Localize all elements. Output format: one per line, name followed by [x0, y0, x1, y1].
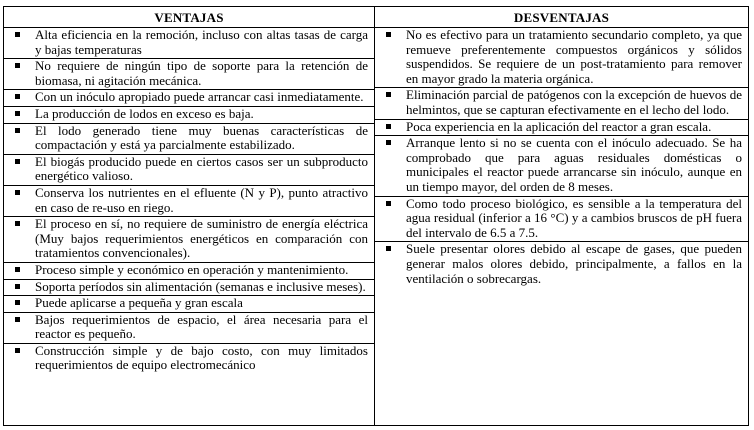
ventajas-column — [4, 7, 375, 425]
ventajas-item: No requiere de ningún tipo de soporte para la retención de biomasa, ni agitación mecánica. — [4, 59, 374, 90]
ventajas-item: Puede aplicarse a pequeña y gran escala — [4, 296, 374, 313]
ventajas-item: Soporta períodos sin alimentación (semanas e inclusive meses). — [4, 280, 374, 297]
ventajas-item: El proceso en sí, no requiere de suministro de energía eléctrica (Muy bajos requerimientos energéticos en comparación con tratamientos convencionales). — [4, 217, 374, 263]
ventajas-item: Bajos requerimientos de espacio, el área necesaria para el reactor es pequeño. — [4, 313, 374, 344]
ventajas-item: Construcción simple y de bajo costo, con muy limitados requerimientos de equipo electromecánico — [4, 344, 374, 374]
ventajas-header: VENTAJAS — [4, 7, 374, 28]
desventajas-column — [375, 7, 748, 425]
ventajas-list — [4, 28, 374, 374]
ventajas-item: Proceso simple y económico en operación y mantenimiento. — [4, 263, 374, 280]
comparison-table — [3, 6, 749, 426]
desventajas-header: DESVENTAJAS — [375, 7, 748, 28]
desventajas-item: Suele presentar olores debido al escape de gases, que pueden generar malos olores debido, principalmente, a fallos en la ventilación o sobrecargas. — [375, 242, 748, 287]
desventajas-item: Arranque lento si no se cuenta con el inóculo adecuado. Se ha comprobado que para aguas residuales domésticas o municipales el reactor puede arrancarse sin inóculo, aunque en un tiempo mayor, del orden de 8 meses. — [375, 136, 748, 196]
desventajas-item: No es efectivo para un tratamiento secundario completo, ya que remueve preferentemente compuestos orgánicos y sólidos suspendidos. Se requiere de un post-tratamiento para remover en mayor grado la materia orgánica. — [375, 28, 748, 88]
ventajas-item: Con un inóculo apropiado puede arrancar casi inmediatamente. — [4, 90, 374, 107]
ventajas-item: Alta eficiencia en la remoción, incluso con altas tasas de carga y bajas temperaturas — [4, 28, 374, 59]
desventajas-item: Eliminación parcial de patógenos con la excepción de huevos de helmintos, que se capturan efectivamente en el lecho del lodo. — [375, 88, 748, 119]
desventajas-item: Como todo proceso biológico, es sensible a la temperatura del agua residual (inferior a 16 °C) y a cambios bruscos de pH fuera del intervalo de 6.5 a 7.5. — [375, 197, 748, 243]
ventajas-item: El lodo generado tiene muy buenas características de compactación y está ya parcialmente estabilizado. — [4, 124, 374, 155]
ventajas-item: La producción de lodos en exceso es baja. — [4, 107, 374, 124]
desventajas-item: Poca experiencia en la aplicación del reactor a gran escala. — [375, 120, 748, 137]
ventajas-item: Conserva los nutrientes en el efluente (N y P), punto atractivo en caso de re-uso en riego. — [4, 186, 374, 217]
desventajas-list — [375, 28, 748, 287]
ventajas-item: El biogás producido puede en ciertos casos ser un subproducto energético valioso. — [4, 155, 374, 186]
